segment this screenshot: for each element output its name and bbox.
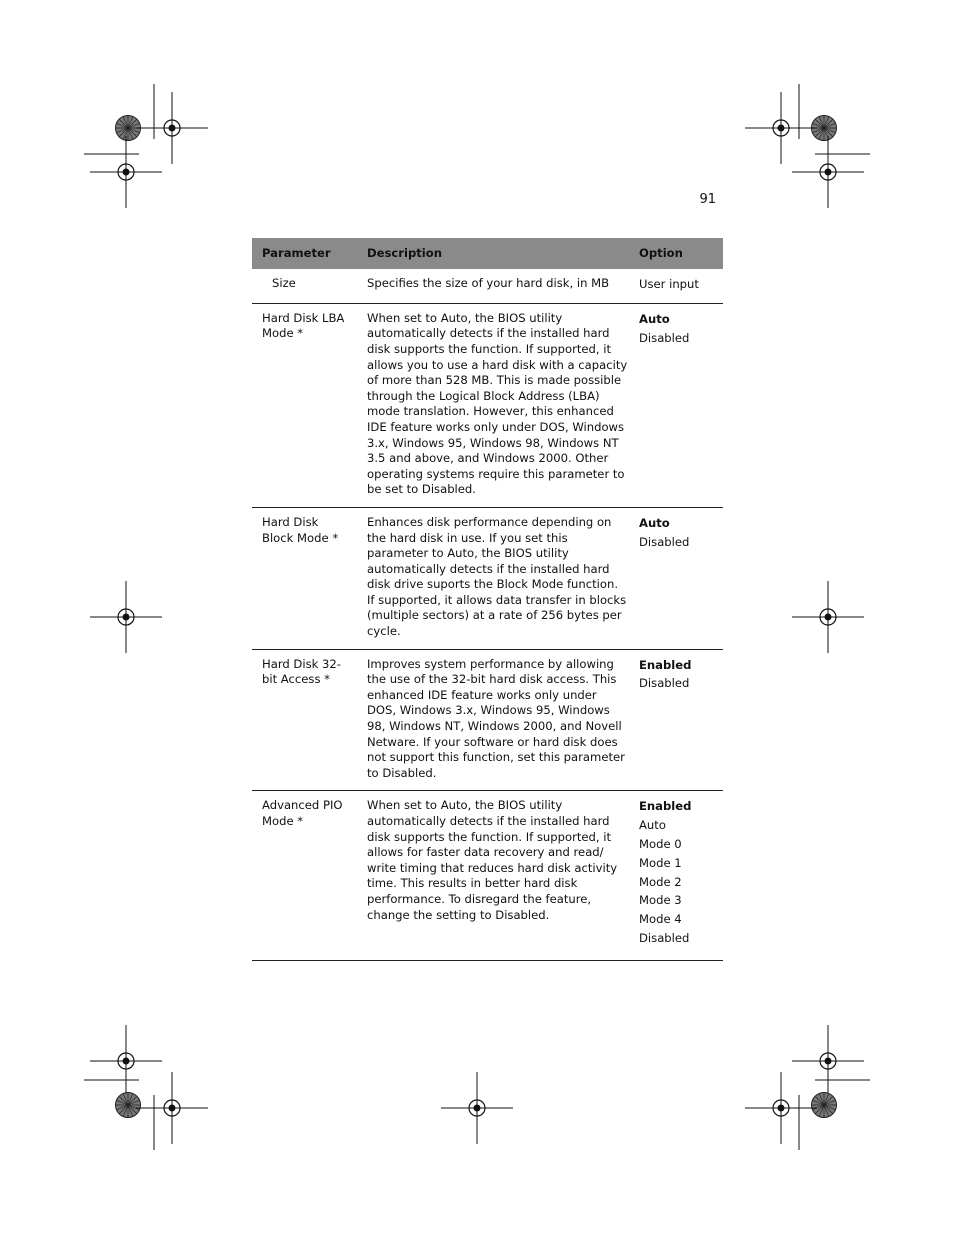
table-row — [252, 649, 723, 791]
option-value: Mode 3 — [639, 893, 682, 908]
parameter-cell: Hard Disk LBA Mode * — [252, 303, 357, 507]
registration-target — [136, 1072, 208, 1144]
registration-target — [745, 92, 817, 164]
registration-target — [136, 92, 208, 164]
options-cell — [633, 649, 723, 791]
parameter-cell: Hard Disk Block Mode * — [252, 507, 357, 649]
registration-target — [90, 581, 162, 653]
registration-target — [90, 1025, 162, 1097]
table-header-row — [252, 238, 723, 269]
option-default: Enabled — [639, 657, 692, 672]
option-value: Mode 1 — [639, 855, 682, 870]
option-value: Mode 2 — [639, 874, 682, 889]
bios-parameter-table — [252, 238, 723, 961]
parameter-cell: Size — [252, 269, 357, 303]
registration-target — [792, 1025, 864, 1097]
table-row — [252, 269, 723, 303]
option-value: Mode 0 — [639, 837, 682, 852]
parameter-cell: Hard Disk 32-bit Access * — [252, 649, 357, 791]
option-value: Auto — [639, 818, 666, 833]
option-value: Disabled — [639, 676, 690, 691]
table-row — [252, 303, 723, 507]
option-default: Auto — [639, 311, 670, 326]
starburst-mark — [812, 116, 837, 141]
header-description: Description — [357, 238, 633, 269]
description-cell: Specifies the size of your hard disk, in MB — [357, 269, 633, 303]
header-parameter: Parameter — [252, 238, 357, 269]
description-cell: When set to Auto, the BIOS utility automatically detects if the installed hard disk supports the function. If supported, it allows you to use a hard disk with a capacity of more than 528 MB. This is made possible through the Logical Block Address (LBA) mode translation. However, this enhanced IDE feature works only under DOS, Windows 3.x, Windows 95, Windows 98, Windows NT 3.5 and above, and Windows 2000. Other operating systems require this parameter to be set to Disabled. — [357, 303, 633, 507]
parameter-cell: Advanced PIO Mode * — [252, 791, 357, 960]
options-cell — [633, 507, 723, 649]
description-cell: When set to Auto, the BIOS utility automatically detects if the installed hard disk supports the function. If supported, it allows for faster data recovery and read/ write timing that reduces hard disk activity time. This results in better hard disk performance. To disregard the feature, change the setting to Disabled. — [357, 791, 633, 960]
registration-target — [745, 1072, 817, 1144]
description-cell: Enhances disk performance depending on the hard disk in use. If you set this parameter to Auto, the BIOS utility automatically detects if the installed hard disk drive suports the Block Mode function. If supported, it allows data transfer in blocks (multiple sectors) at a rate of 256 bytes per cycle. — [357, 507, 633, 649]
option-default: Auto — [639, 515, 670, 530]
starburst-mark — [116, 116, 141, 141]
table-row — [252, 507, 723, 649]
option-value: Disabled — [639, 534, 690, 549]
options-cell — [633, 303, 723, 507]
description-cell: Improves system performance by allowing the use of the 32-bit hard disk access. This enhanced IDE feature works only under DOS, Windows 3.x, Windows 95, Windows 98, Windows NT, Windows 2000, and Novell Netware. If your software or hard disk does not support this function, set this parameter to Disabled. — [357, 649, 633, 791]
starburst-mark — [812, 1093, 837, 1118]
page-number: 91 — [699, 192, 716, 207]
option-value: Mode 4 — [639, 912, 682, 927]
registration-target — [441, 1072, 513, 1144]
option-value: Disabled — [639, 330, 690, 345]
registration-target — [792, 136, 864, 208]
options-cell — [633, 791, 723, 960]
starburst-mark — [116, 1093, 141, 1118]
registration-target — [90, 136, 162, 208]
option-value: Disabled — [639, 931, 690, 945]
header-option: Option — [633, 238, 723, 269]
option-default: Enabled — [639, 799, 692, 814]
registration-target — [792, 581, 864, 653]
option-value: User input — [639, 277, 699, 291]
table-row — [252, 791, 723, 960]
options-cell — [633, 269, 723, 303]
